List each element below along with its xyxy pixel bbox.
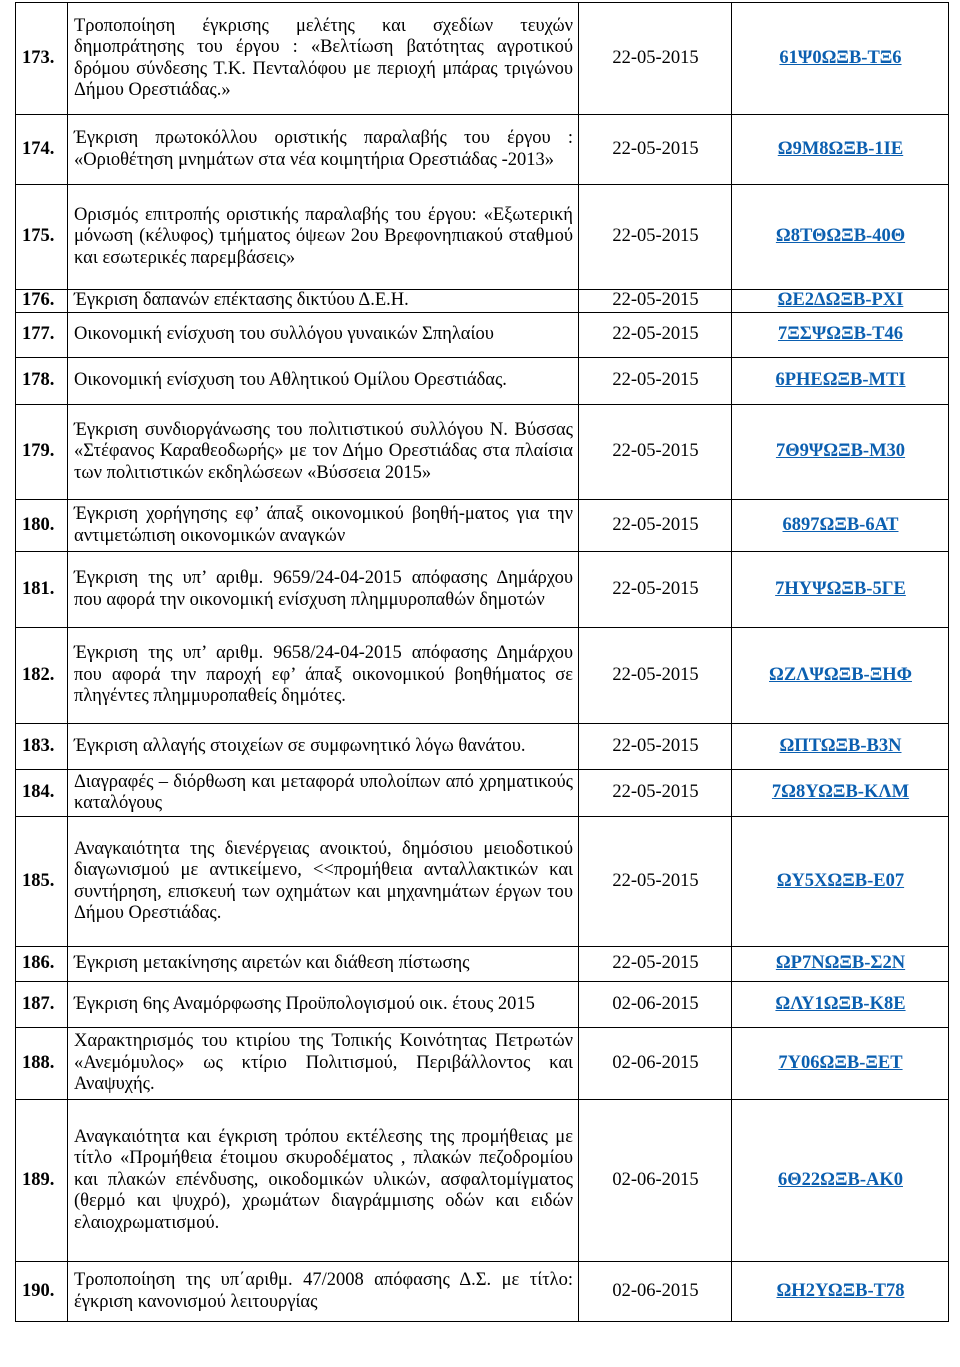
ada-link[interactable]: 7ΗΥΨΩΞΒ-5ΓΕ (775, 578, 906, 599)
ada-link[interactable]: 6Θ22ΩΞΒ-ΑΚ0 (778, 1169, 903, 1190)
ada-cell (732, 115, 949, 185)
decision-number: 178. (16, 358, 68, 405)
ada-link[interactable]: Ω8ΤΘΩΞΒ-40Θ (775, 226, 906, 247)
decision-description: Χαρακτηρισμός του κτιρίου της Τοπικής Κοινότητας Πετρωτών «Ανεμόμυλος» ως κτίριο Πολιτισμού, Περιβάλλοντος και Αναψυχής. (68, 1028, 579, 1100)
table-row (16, 982, 949, 1028)
table-row (16, 1262, 949, 1322)
ada-cell (732, 817, 949, 947)
decision-number: 175. (16, 185, 68, 290)
ada-link[interactable]: 7Υ06ΩΞΒ-ΞΕΤ (778, 1052, 903, 1073)
decision-date: 22-05-2015 (579, 628, 732, 724)
decision-description: Έγκριση 6ης Αναμόρφωσης Προϋπολογισμού οικ. έτους 2015 (68, 982, 579, 1028)
decision-description: Οικονομική ενίσχυση του Αθλητικού Ομίλου Ορεστιάδας. (68, 358, 579, 405)
table-row (16, 185, 949, 290)
decision-number: 184. (16, 770, 68, 817)
ada-cell (732, 1028, 949, 1100)
table-row (16, 947, 949, 982)
decision-description: Έγκριση αλλαγής στοιχείων σε συμφωνητικό λόγω θανάτου. (68, 724, 579, 770)
table-row (16, 817, 949, 947)
decision-date: 22-05-2015 (579, 115, 732, 185)
decision-date: 02-06-2015 (579, 1100, 732, 1262)
ada-cell (732, 947, 949, 982)
decision-description: Τροποποίηση της υπ΄αριθμ. 47/2008 απόφασης Δ.Σ. με τίτλο: έγκριση κανονισμού λειτουργίας (68, 1262, 579, 1322)
ada-link[interactable]: ΩΖΛΨΩΞΒ-ΞΗΦ (769, 664, 912, 685)
decision-number: 181. (16, 552, 68, 628)
ada-cell (732, 1262, 949, 1322)
decision-date: 22-05-2015 (579, 724, 732, 770)
ada-cell (732, 405, 949, 500)
decision-date: 22-05-2015 (579, 3, 732, 115)
decision-date: 22-05-2015 (579, 358, 732, 405)
decision-number: 189. (16, 1100, 68, 1262)
decision-description: Έγκριση χορήγησης εφ’ άπαξ οικονομικού βοηθή-ματος για την αντιμετώπιση οικονομικών αναγκών (68, 500, 579, 552)
ada-cell (732, 290, 949, 313)
decision-number: 190. (16, 1262, 68, 1322)
ada-cell (732, 358, 949, 405)
decision-date: 22-05-2015 (579, 500, 732, 552)
table-row (16, 313, 949, 358)
decisions-table (15, 2, 949, 1322)
decision-number: 174. (16, 115, 68, 185)
ada-link[interactable]: ΩΡ7ΝΩΞΒ-Σ2Ν (775, 953, 906, 974)
decision-date: 22-05-2015 (579, 770, 732, 817)
ada-cell (732, 724, 949, 770)
decision-description: Έγκριση δαπανών επέκτασης δικτύου Δ.Ε.Η. (68, 290, 579, 313)
decision-date: 22-05-2015 (579, 313, 732, 358)
decision-number: 187. (16, 982, 68, 1028)
decision-number: 186. (16, 947, 68, 982)
table-row (16, 1100, 949, 1262)
ada-cell (732, 982, 949, 1028)
decision-description: Έγκριση της υπ’ αριθμ. 9658/24-04-2015 απόφασης Δημάρχου που αφορά την παροχή εφ’ άπαξ οικονομικού βοηθήματος σε πληγέντες πλημμυροπαθείς δημότες. (68, 628, 579, 724)
decision-description: Έγκριση πρωτοκόλλου οριστικής παραλαβής του έργου : «Οριοθέτηση μνημάτων στα νέα κοιμητήρια Ορεστιάδας -2013» (68, 115, 579, 185)
decision-description: Έγκριση μετακίνησης αιρετών και διάθεση πίστωσης (68, 947, 579, 982)
table-row (16, 358, 949, 405)
ada-link[interactable]: 6897ΩΞΒ-6ΑΤ (782, 514, 899, 535)
decision-date: 02-06-2015 (579, 1028, 732, 1100)
decision-number: 182. (16, 628, 68, 724)
decision-description: Έγκριση συνδιοργάνωσης του πολιτιστικού συλλόγου Ν. Βύσσας «Στέφανος Καραθεοδωρής» με τον Δήμο Ορεστιάδας στα πλαίσια των πολιτιστικών εκδηλώσεων «Βύσσεια 2015» (68, 405, 579, 500)
table-row (16, 290, 949, 313)
ada-link[interactable]: Ω9Μ8ΩΞΒ-1ΙΕ (777, 138, 904, 159)
table-row (16, 628, 949, 724)
ada-link[interactable]: ΩΥ5ΧΩΞΒ-Ε07 (776, 870, 905, 891)
decision-date: 22-05-2015 (579, 552, 732, 628)
decision-number: 176. (16, 290, 68, 313)
ada-link[interactable]: 61Ψ0ΩΞΒ-ΤΞ6 (779, 47, 902, 68)
decision-date: 02-06-2015 (579, 1262, 732, 1322)
decision-number: 177. (16, 313, 68, 358)
table-row (16, 405, 949, 500)
ada-cell (732, 770, 949, 817)
ada-link[interactable]: 6ΡΗΕΩΞΒ-ΜΤΙ (775, 370, 906, 391)
decision-description: Διαγραφές – διόρθωση και μεταφορά υπολοίπων από χρηματικούς καταλόγους (68, 770, 579, 817)
ada-cell (732, 552, 949, 628)
decision-date: 02-06-2015 (579, 982, 732, 1028)
ada-cell (732, 3, 949, 115)
decision-description: Έγκριση της υπ’ αριθμ. 9659/24-04-2015 απόφασης Δημάρχου που αφορά την οικονομική ενίσχυση πλημμυροπαθών δημοτών (68, 552, 579, 628)
table-row (16, 3, 949, 115)
ada-link[interactable]: 7ΞΣΨΩΞΒ-Τ46 (778, 324, 903, 345)
table-row (16, 115, 949, 185)
ada-link[interactable]: ΩΠΤΩΞΒ-Β3Ν (779, 735, 902, 756)
ada-link[interactable]: ΩΕ2ΔΩΞΒ-ΡΧΙ (777, 290, 904, 311)
ada-link[interactable]: ΩΛΥ1ΩΞΒ-Κ8Ε (775, 993, 906, 1014)
ada-link[interactable]: ΩΗ2ΥΩΞΒ-Τ78 (776, 1280, 905, 1301)
decision-description: Αναγκαιότητα της διενέργειας ανοικτού, δημόσιου μειοδοτικού διαγωνισμού με αντικείμενο, <<προμήθεια ανταλλακτικών και συντήρηση, επισκευή των οχημάτων και μηχανημάτων έργων του Δήμου Ορεστιάδας. (68, 817, 579, 947)
decision-number: 180. (16, 500, 68, 552)
decision-date: 22-05-2015 (579, 290, 732, 313)
ada-cell (732, 313, 949, 358)
decision-number: 183. (16, 724, 68, 770)
table-row (16, 552, 949, 628)
decision-date: 22-05-2015 (579, 185, 732, 290)
ada-cell (732, 185, 949, 290)
decision-description: Αναγκαιότητα και έγκριση τρόπου εκτέλεσης της προμήθειας με τίτλο «Προμήθεια έτοιμου σκυροδέματος , πλακών πεζοδρομίου και πλακών επένδυσης, οικοδομικών υλικών, ασφαλτομίγματος (θερμό και ψυχρό), χρωμάτων διαγράμμισης οδών και ειδών ελαιοχρωματισμού. (68, 1100, 579, 1262)
decision-number: 173. (16, 3, 68, 115)
decision-number: 188. (16, 1028, 68, 1100)
decision-date: 22-05-2015 (579, 405, 732, 500)
decision-description: Τροποποίηση έγκρισης μελέτης και σχεδίων τευχών δημοπράτησης του έργου : «Βελτίωση βατότητας αγροτικού δρόμου σύνδεσης Τ.Κ. Πενταλόφου με περιοχή μπάρας τριγώνου Δήμου Ορεστιάδας.» (68, 3, 579, 115)
decision-description: Ορισμός επιτροπής οριστικής παραλαβής του έργου: «Εξωτερική μόνωση (κέλυφος) τμήματος όψεων 2ου Βρεφονηπιακού σταθμού και εσωτερικές παρεμβάσεις» (68, 185, 579, 290)
decision-description: Οικονομική ενίσχυση του συλλόγου γυναικών Σπηλαίου (68, 313, 579, 358)
ada-cell (732, 1100, 949, 1262)
ada-cell (732, 628, 949, 724)
ada-cell (732, 500, 949, 552)
table-row (16, 1028, 949, 1100)
ada-link[interactable]: 7Θ9ΨΩΞΒ-Μ30 (775, 441, 906, 462)
table-row (16, 500, 949, 552)
decision-date: 22-05-2015 (579, 817, 732, 947)
table-row (16, 770, 949, 817)
ada-link[interactable]: 7Ω8ΥΩΞΒ-ΚΛΜ (771, 782, 910, 803)
decision-number: 179. (16, 405, 68, 500)
decision-number: 185. (16, 817, 68, 947)
table-row (16, 724, 949, 770)
decision-date: 22-05-2015 (579, 947, 732, 982)
